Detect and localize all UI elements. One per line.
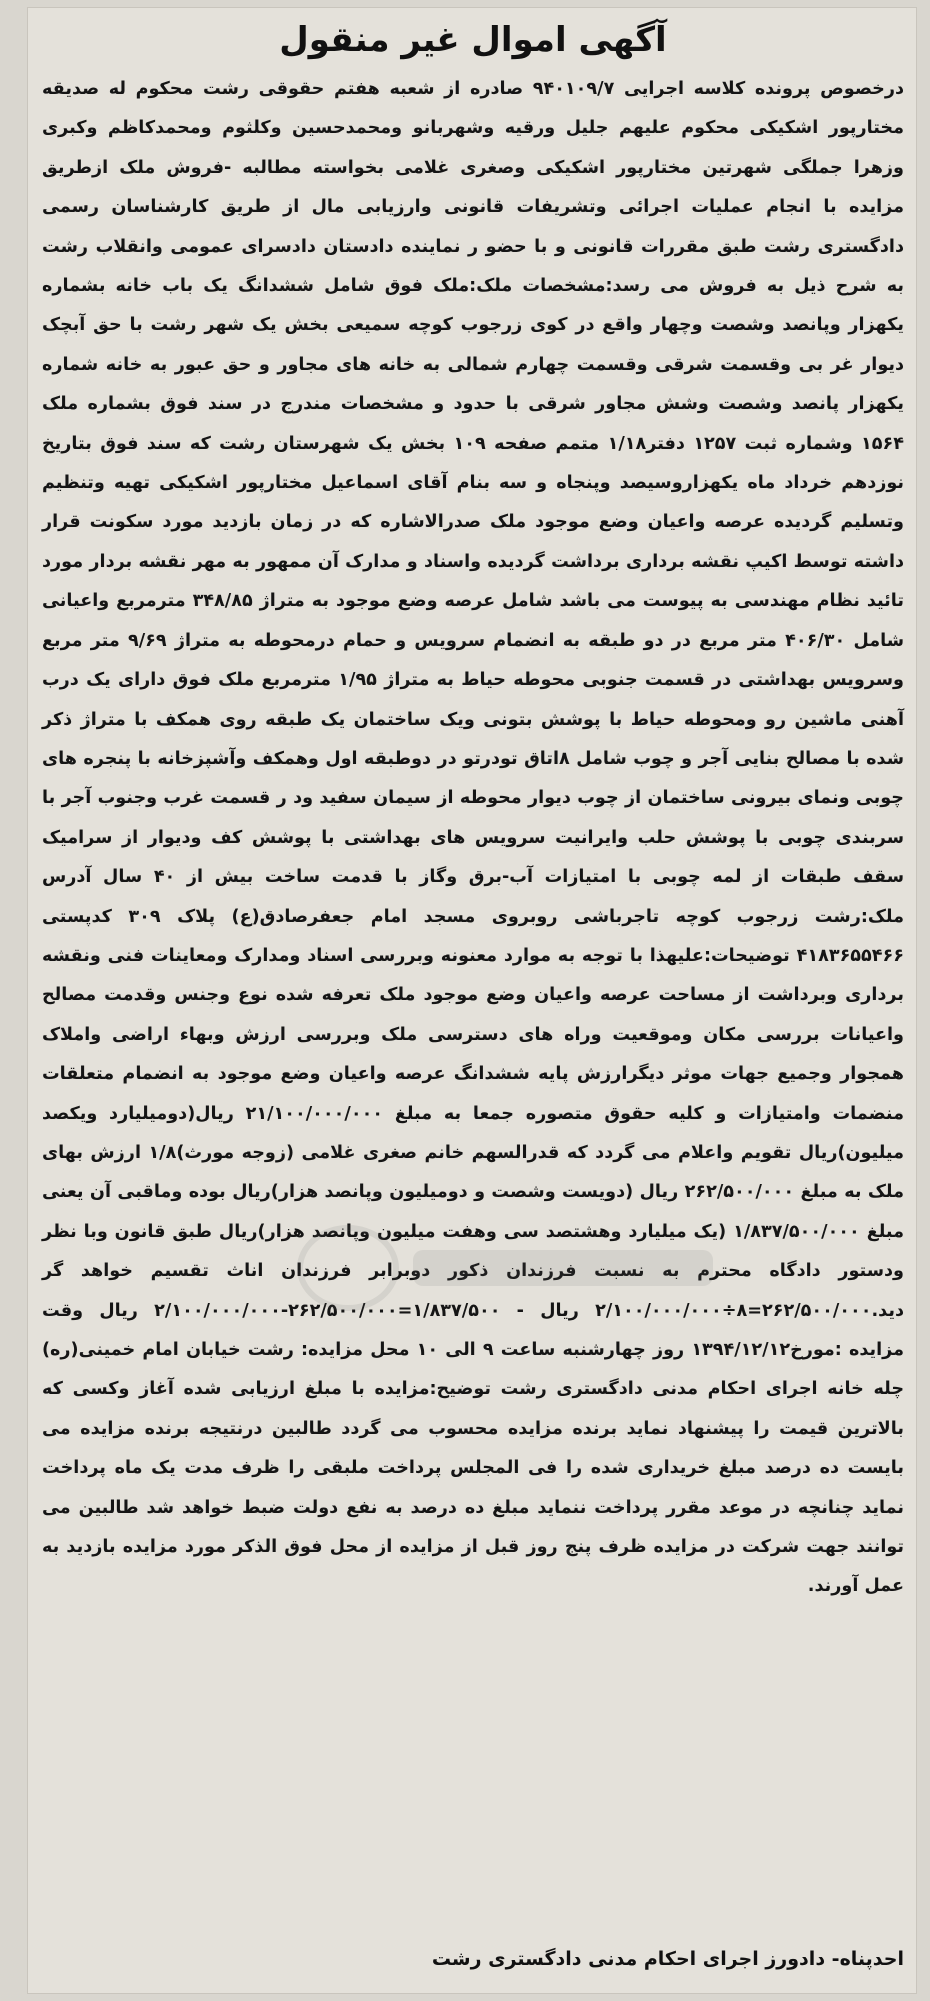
notice-title: آگهی اموال غیر منقول bbox=[279, 20, 667, 60]
newspaper-clipping bbox=[28, 8, 916, 1993]
notice-body-text: درخصوص پرونده کلاسه اجرایی ۹۴۰۱۰۹/۷ صادره از شعبه هفتم حقوقی رشت محکوم له صدیقه مختارپور اشکیکی محکوم علیهم جلیل ورقیه وشهربانو ومحمدحسین وکلثوم ومحمدکاظم وکبری وزهرا جملگی شهرتین مختارپور اشکیکی وصغری غلامی بخواسته مطالبه -فروش ملک ازطریق مزایده با انجام عملیات اجرائی وتشریفات قانونی وارزیابی مال از طریق کارشناسان رسمی دادگستری رشت طبق مقررات قانونی و با حضو ر نماینده دادستان دادسرای عمومی وانقلاب رشت به شرح ذیل به فروش می رسد:مشخصات ملک:ملک فوق شامل ششدانگ یک باب خانه بشماره یکهزار وپانصد وشصت وچهار واقع در کوی زرجوب کوچه سمیعی بخش یک شهر رشت با حق آبچک دیوار غر بی وقسمت شرقی وقسمت چهارم شمالی به خانه های مجاور و حق عبور به خانه شماره یکهزار پانصد وشصت وشش مجاور شرقی با حدود و مشخصات مندرج در سند فوق بشماره ملک ۱۵۶۴ وشماره ثبت ۱۲۵۷ دفتر۱/۱۸ متمم صفحه ۱۰۹ بخش یک شهرستان رشت که سند فوق بتاریخ نوزدهم خرداد ماه یکهزاروسیصد وپنجاه و سه بنام آقای اسماعیل مختارپور اشکیکی تهیه وتنظیم وتسلیم گردیده عرصه واعیان وضع موجود ملک صدرالاشاره که در زمان بازدید مورد سکونت قرار داشته توسط اکیپ نقشه برداری برداشت گردیده واسناد و مدارک آن ممهور به مهر نقشه بردار مورد تائید نظام مهندسی به پیوست می باشد شامل عرصه وضع موجود به متراژ ۳۴۸/۸۵ مترمربع واعیانی شامل ۴۰۶/۳۰ متر مربع در دو طبقه به انضمام سرویس و حمام درمحوطه به متراژ ۹/۶۹ متر مربع وسرویس بهداشتی در قسمت جنوبی محوطه حیاط به متراژ ۱/۹۵ مترمربع ملک فوق دارای یک درب آهنی ماشین رو ومحوطه حیاط با پوشش بتونی ویک ساختمان یک طبقه روی همکف با متراژ ذکر شده با مصالح بنایی آجر و چوب شامل ۸اتاق تودرتو در دوطبقه اول وهمکف وآشپزخانه با پنجره های چوبی ونمای بیرونی ساختمان از چوب دیوار محوطه از سیمان سفید ود ر قسمت غرب وجنوب آجر با سربندی چوبی با پوشش حلب وایرانیت سرویس های بهداشتی با پوشش کف ودیوار از سرامیک سقف طبقات از لمه چوبی با امتیازات آب-برق وگاز با قدمت ساخت بیش از ۴۰ سال آدرس ملک:رشت زرجوب کوچه تاجرباشی روبروی مسجد امام جعفرصادق(ع) پلاک ۳۰۹ کدپستی ۴۱۸۳۶۵۵۴۶۶ توضیحات:علیهذا با توجه به موارد معنونه وبررسی اسناد ومدارک ومعاینات فنی ونقشه برداری وبرداشت از مساحت عرصه واعیان وضع موجود ملک تعرفه شده نوع وجنس وقدمت مصالح واعیانات بررسی مکان وموقعیت وراه های دسترسی ملک وبررسی ارزش وبهاء اراضی واملاک همجوار وجمیع جهات موثر دیگرارزش پایه ششدانگ عرصه واعیان وضع موجود به انضمام متعلقات منضمات وامتیازات و کلیه حقوق متصوره جمعا به مبلغ ۲۱/۱۰۰/۰۰۰/۰۰۰ ریال(دومیلیارد ویکصد میلیون)ریال تقویم واعلام می گردد که قدرالسهم خانم صغری غلامی (زوجه مورث)۱/۸ ارزش بهای ملک به مبلغ ۲۶۲/۵۰۰/۰۰۰ ریال (دویست وشصت و دومیلیون وپانصد هزار)ریال بوده وماقبی آن یعنی مبلغ ۱/۸۳۷/۵۰۰/۰۰۰ (یک میلیارد وهشتصد سی وهفت میلیون وپانصد هزار)ریال طبق قانون وبا نظر ودستور دادگاه محترم به نسبت فرزندان ذکور دوبرابر فرزندان اناث تقسیم خواهد گر دید.۲۶۲/۵۰۰/۰۰۰=۸÷۲/۱۰۰/۰۰۰/۰۰۰ ریال - ۱/۸۳۷/۵۰۰=۲۶۲/۵۰۰/۰۰۰-۲/۱۰۰/۰۰۰/۰۰۰ ریال وقت مزایده :مورخ۱۳۹۴/۱۲/۱۲ روز چهارشنبه ساعت ۹ الی ۱۰ محل مزایده: رشت خیابان امام خمینی(ره) چله خانه اجرای احکام مدنی دادگستری رشت توضیح:مزایده با مبلغ ارزیابی شده آغاز وکسی که بالاترین قیمت را پیشنهاد نماید برنده مزایده محسوب می گردد طالبین درنتیجه برنده مزایده می بایست ده درصد مبلغ خریداری شده را فی المجلس پرداخت ملبقی را ظرف مدت یک ماه پرداخت نماید چنانچه در موعد مقرر پرداخت ننماید مبلغ ده درصد به نفع دولت ضبط خواهد شد طالبین می توانند جهت شرکت در مزایده ظرف پنج روز قبل از مزایده از محل فوق الذکر مورد مزایده بازدید به عمل آورند. bbox=[42, 79, 905, 1597]
notice-content bbox=[42, 14, 904, 1987]
notice-signature: احدپناه- دادورز اجرای احکام مدنی دادگستری رشت bbox=[431, 1948, 904, 1970]
